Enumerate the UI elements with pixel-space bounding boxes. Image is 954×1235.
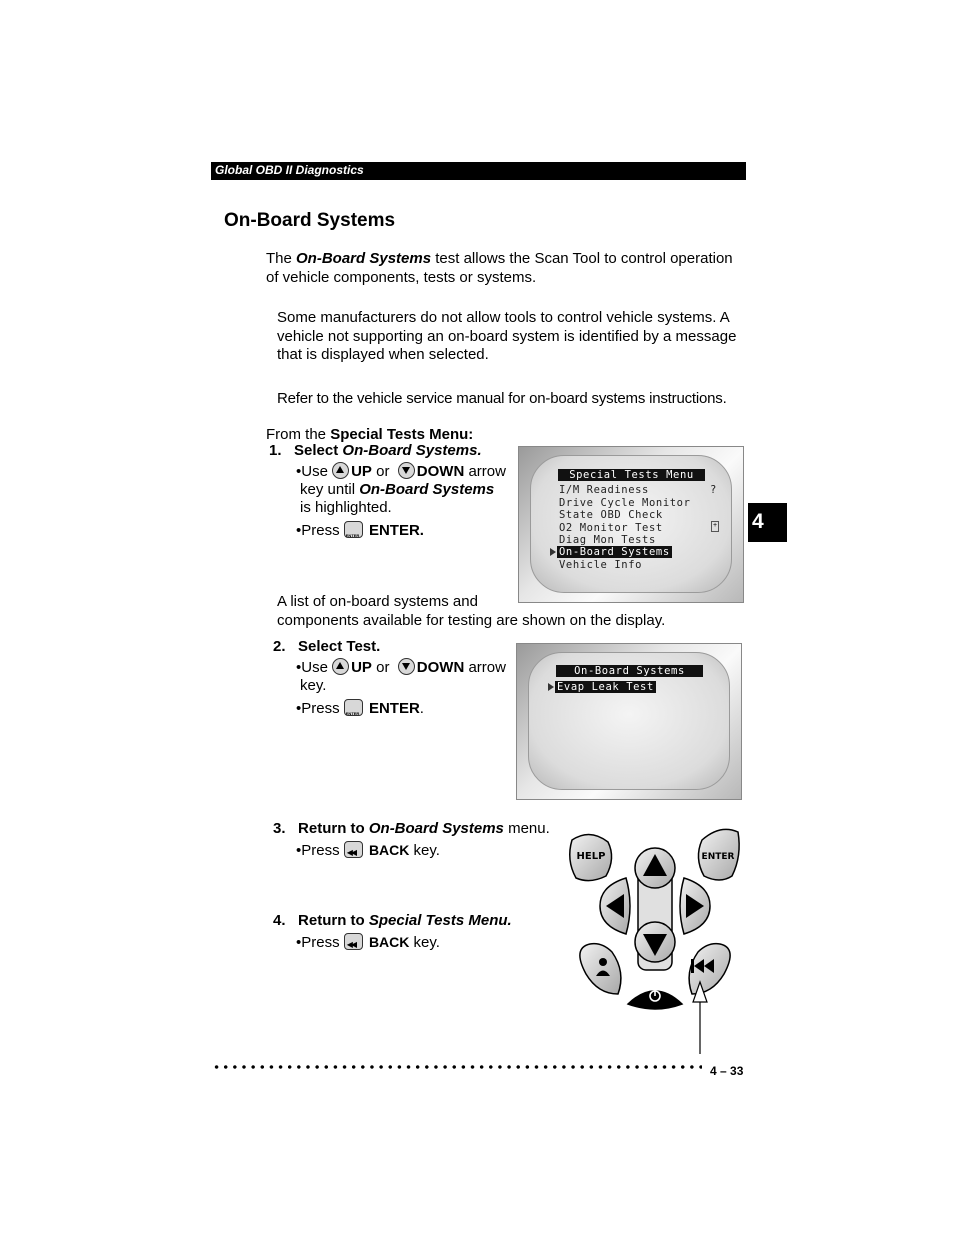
step-verb: Select Test. xyxy=(298,638,381,655)
note-paragraph xyxy=(277,309,736,365)
step-verb: Return to xyxy=(298,912,369,929)
running-header xyxy=(211,162,746,180)
back-key-icon xyxy=(344,933,363,950)
step-4-press-line xyxy=(296,933,440,953)
enter-key-icon xyxy=(344,521,363,538)
menu-item: Drive Cycle Monitor xyxy=(559,497,691,509)
or-text: or xyxy=(371,659,394,676)
scroll-indicator-icon: + xyxy=(711,521,719,532)
menu-item: O2 Monitor Test xyxy=(559,522,663,534)
step-2 xyxy=(273,638,380,657)
person-icon xyxy=(599,958,607,966)
step-2-key: key. xyxy=(300,677,327,694)
help-key-label: HELP xyxy=(576,851,606,862)
intro-emphasis: On-Board Systems xyxy=(296,250,432,267)
enter-key-icon xyxy=(344,699,363,716)
enter-key xyxy=(698,829,739,880)
up-key-label: UP xyxy=(351,463,372,480)
keypad-illustration xyxy=(560,822,750,1057)
bullet-text: •Press xyxy=(296,934,344,951)
up-key xyxy=(635,848,675,888)
bullet-text: •Press xyxy=(296,522,344,539)
service-manual-note: Refer to the vehicle service manual for on-board systems instructions. xyxy=(277,390,727,407)
up-arrow-icon xyxy=(332,462,349,479)
step-verb: Return to xyxy=(298,820,369,837)
menu-item: Vehicle Info xyxy=(559,559,643,571)
help-key xyxy=(570,834,612,880)
down-key-label: DOWN xyxy=(416,659,465,676)
intro-text: The xyxy=(266,250,297,267)
intro-paragraph xyxy=(266,250,733,287)
user-key xyxy=(580,944,621,994)
step-target: On-Board Systems. xyxy=(342,442,482,459)
step-1-highlighted: is highlighted. xyxy=(300,499,392,516)
enter-key-label: ENTER xyxy=(701,852,735,862)
down-key xyxy=(635,922,675,962)
note-line: components available for testing are shown on the display. xyxy=(277,611,666,629)
enter-key-label: ENTER xyxy=(368,700,420,717)
step-verb: Select xyxy=(294,442,343,459)
menu-item-selected: On-Board Systems xyxy=(559,546,670,558)
key-until-text: key until xyxy=(300,481,360,498)
menu-name: Special Tests Menu: xyxy=(330,426,474,443)
back-key-label: BACK xyxy=(368,934,410,950)
step-number: 2. xyxy=(273,638,286,655)
note-line: Some manufacturers do not allow tools to control vehicle systems. A xyxy=(277,309,730,326)
bullet-text: •Use xyxy=(296,463,333,480)
from-text: From the xyxy=(266,426,331,443)
selection-pointer-icon xyxy=(550,548,556,556)
step-1 xyxy=(269,442,482,461)
chapter-tab xyxy=(748,503,787,542)
step-post: menu. xyxy=(503,820,550,837)
screen-title: On-Board Systems xyxy=(556,665,703,677)
enter-key-label: ENTER. xyxy=(368,522,424,539)
scan-tool-screen-on-board-systems xyxy=(516,643,742,800)
menu-item-selected: Evap Leak Test xyxy=(557,681,654,693)
back-icon-bar xyxy=(691,959,694,973)
intro-text: of vehicle components, tests or systems. xyxy=(266,268,537,286)
left-key xyxy=(600,878,630,934)
step-3-press-line xyxy=(296,841,440,861)
menu-item: I/M Readiness xyxy=(559,484,649,496)
step-2-use-line xyxy=(296,658,506,678)
menu-item: State OBD Check xyxy=(559,509,663,521)
help-mark: ? xyxy=(710,484,717,496)
note-line: that is displayed when selected. xyxy=(277,346,489,363)
page-number: 4 – 33 xyxy=(710,1064,744,1078)
key-text: key. xyxy=(409,842,440,859)
step-3 xyxy=(273,820,550,839)
step-number: 3. xyxy=(273,820,286,837)
period: . xyxy=(419,700,424,717)
note-line: vehicle not supporting an on-board system is identified by a message xyxy=(277,327,737,345)
down-arrow-icon xyxy=(398,658,415,675)
running-title: Global OBD II Diagnostics xyxy=(215,163,364,177)
up-key-label: UP xyxy=(351,659,372,676)
key-target: On-Board Systems xyxy=(359,481,495,498)
right-key xyxy=(680,878,710,934)
intro-text: test allows the Scan Tool to control operation xyxy=(431,250,733,267)
step-target: On-Board Systems xyxy=(368,820,504,837)
step-target: Special Tests Menu. xyxy=(368,912,512,929)
menu-item: Diag Mon Tests xyxy=(559,534,656,546)
step-2-press-line xyxy=(296,699,424,719)
step-number: 4. xyxy=(273,912,286,929)
step-4 xyxy=(273,912,512,931)
section-title: On-Board Systems xyxy=(224,210,396,231)
screen-title: Special Tests Menu xyxy=(558,469,705,481)
down-arrow-icon xyxy=(398,462,415,479)
footer-dot-rule xyxy=(212,1063,702,1071)
arrow-text: arrow xyxy=(464,659,506,676)
back-key-icon xyxy=(344,841,363,858)
bullet-text: •Use xyxy=(296,659,333,676)
down-key-label: DOWN xyxy=(416,463,465,480)
step-1-key-until xyxy=(300,481,494,500)
up-arrow-icon xyxy=(332,658,349,675)
scan-tool-screen-special-tests xyxy=(518,446,744,603)
back-key-label: BACK xyxy=(368,842,410,858)
list-note xyxy=(277,593,665,630)
bullet-text: •Press xyxy=(296,842,344,859)
bullet-text: •Press xyxy=(296,700,344,717)
selection-pointer-icon xyxy=(548,683,554,691)
step-number: 1. xyxy=(269,442,282,459)
power-key xyxy=(628,989,682,1009)
chapter-number: 4 xyxy=(752,510,764,533)
step-1-press-line xyxy=(296,521,424,541)
arrow-text: arrow xyxy=(464,463,506,480)
step-1-use-line xyxy=(296,462,506,482)
note-line: A list of on-board systems and xyxy=(277,593,478,610)
or-text: or xyxy=(371,463,394,480)
key-text: key. xyxy=(409,934,440,951)
back-key xyxy=(689,944,730,994)
